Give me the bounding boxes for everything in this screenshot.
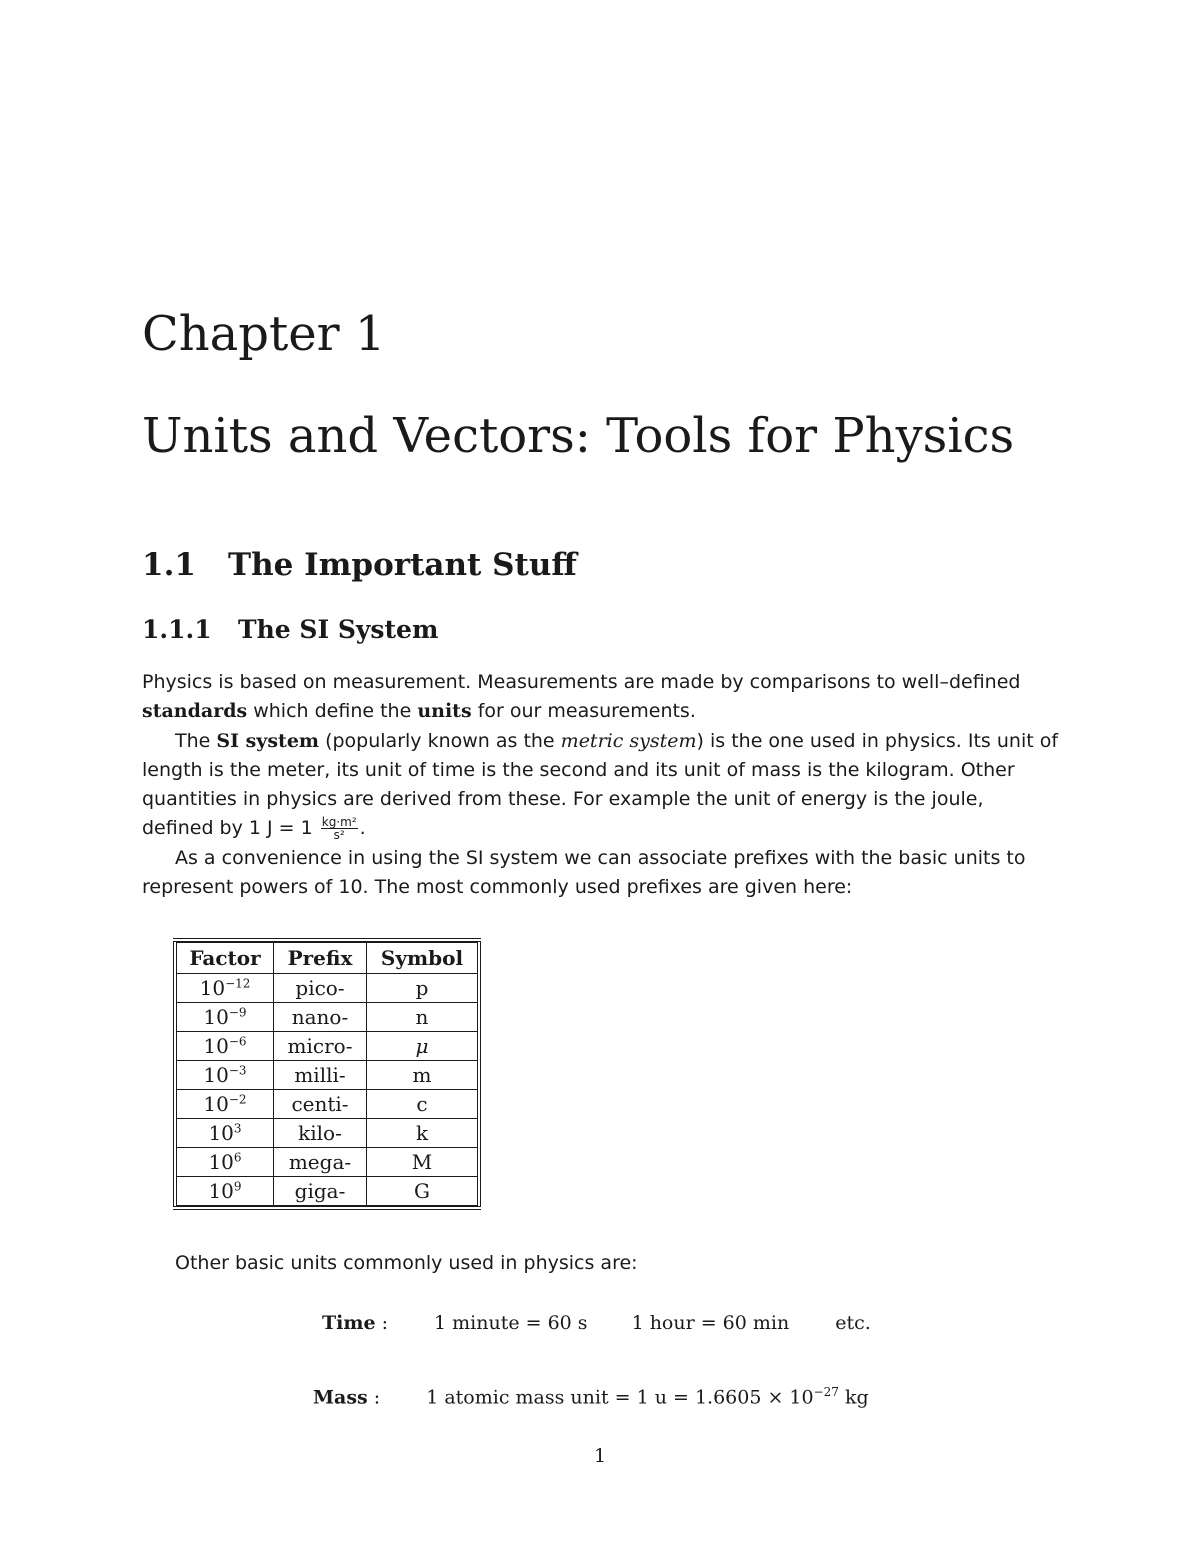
factor-cell: $10^{-2}$ bbox=[175, 1090, 274, 1119]
section-heading bbox=[142, 546, 577, 584]
prefix-cell: micro- bbox=[274, 1032, 367, 1061]
text-run: (popularly known as the bbox=[319, 730, 561, 752]
prefix-cell: pico- bbox=[274, 974, 367, 1003]
factor-cell: $10^{-9}$ bbox=[175, 1003, 274, 1032]
factor-cell: $10^{-12}$ bbox=[175, 974, 274, 1003]
text-run: Physics is based on measurement. Measurements are made by comparisons to well–defined bbox=[142, 671, 1021, 693]
symbol-cell: G bbox=[367, 1177, 480, 1206]
mass-item-amu: 1 atomic mass unit = 1 u = 1.6605 × 10 bbox=[426, 1386, 814, 1409]
text-run: . bbox=[359, 817, 366, 839]
chapter-title: Units and Vectors: Tools for Physics bbox=[142, 408, 1015, 464]
subsection-title: The SI System bbox=[238, 615, 439, 644]
italic-term: metric system bbox=[560, 730, 697, 752]
prefix-cell: nano- bbox=[274, 1003, 367, 1032]
factor-cell: $10^{-6}$ bbox=[175, 1032, 274, 1061]
table-row bbox=[175, 1003, 479, 1032]
fraction-denominator: s² bbox=[333, 828, 345, 842]
mass-unit: kg bbox=[838, 1386, 869, 1409]
text-run: As a convenience in using the SI system we can associate prefixes with the basic units to represent powers of 10. The most commonly used prefixes are given here: bbox=[142, 847, 1026, 898]
subsection-heading bbox=[142, 614, 438, 646]
header-factor: Factor bbox=[175, 943, 274, 974]
mass-exponent: −27 bbox=[813, 1385, 839, 1399]
chapter-label: Chapter 1 bbox=[142, 306, 386, 362]
text-run: ) is the one used in physics. Its unit of length is the meter, its unit of time is the second and its unit of mass is the kilogram. Other quantities in physics are derived from these. For example the unit of energy is the joule, defined by 1 J = 1 bbox=[142, 730, 1059, 839]
prefix-table bbox=[173, 938, 481, 1210]
table-header-row bbox=[175, 943, 479, 974]
time-units-line bbox=[322, 1309, 871, 1338]
subsection-number: 1.1.1 bbox=[142, 615, 212, 644]
symbol-cell: M bbox=[367, 1148, 480, 1177]
factor-cell: $10^3$ bbox=[175, 1119, 274, 1148]
prefix-cell: centi- bbox=[274, 1090, 367, 1119]
time-item-minute: 1 minute = 60 s bbox=[434, 1312, 588, 1334]
bold-term: standards bbox=[142, 700, 248, 722]
symbol-cell: p bbox=[367, 974, 480, 1003]
table-row bbox=[175, 1119, 479, 1148]
table-row bbox=[175, 974, 479, 1003]
time-item-hour: 1 hour = 60 min bbox=[631, 1312, 790, 1334]
joule-fraction bbox=[321, 816, 358, 841]
page-number: 1 bbox=[593, 1445, 607, 1467]
label-colon: : bbox=[375, 1312, 389, 1334]
time-label: Time bbox=[322, 1312, 376, 1334]
table-row bbox=[175, 1032, 479, 1061]
text-run: The bbox=[175, 730, 217, 752]
factor-cell: $10^6$ bbox=[175, 1148, 274, 1177]
time-item-etc: etc. bbox=[835, 1312, 871, 1334]
header-symbol: Symbol bbox=[367, 943, 480, 974]
section-number: 1.1 bbox=[142, 547, 196, 583]
symbol-cell: k bbox=[367, 1119, 480, 1148]
symbol-cell: m bbox=[367, 1061, 480, 1090]
factor-cell: $10^{-3}$ bbox=[175, 1061, 274, 1090]
prefix-cell: mega- bbox=[274, 1148, 367, 1177]
mass-label: Mass bbox=[313, 1386, 368, 1409]
fraction-numerator: kg·m² bbox=[321, 815, 357, 829]
mass-units-line bbox=[313, 1378, 869, 1412]
text-run: for our measurements. bbox=[471, 700, 696, 722]
symbol-cell: n bbox=[367, 1003, 480, 1032]
label-colon: : bbox=[367, 1386, 381, 1409]
table-row bbox=[175, 1061, 479, 1090]
paragraph-2 bbox=[142, 727, 1060, 843]
bold-term: units bbox=[417, 700, 472, 722]
bold-term: SI system bbox=[216, 730, 320, 752]
prefix-cell: giga- bbox=[274, 1177, 367, 1206]
header-prefix: Prefix bbox=[274, 943, 367, 974]
section-title: The Important Stuff bbox=[228, 547, 577, 583]
prefix-cell: milli- bbox=[274, 1061, 367, 1090]
table-row bbox=[175, 1090, 479, 1119]
symbol-cell: μ bbox=[367, 1032, 480, 1061]
paragraph-1 bbox=[142, 668, 1060, 726]
prefix-cell: kilo- bbox=[274, 1119, 367, 1148]
symbol-cell: c bbox=[367, 1090, 480, 1119]
paragraph-3 bbox=[142, 844, 1060, 902]
text-run: which define the bbox=[247, 700, 418, 722]
other-units-intro: Other basic units commonly used in physics are: bbox=[175, 1252, 638, 1274]
table-row bbox=[175, 1148, 479, 1177]
factor-cell: $10^9$ bbox=[175, 1177, 274, 1206]
table-row bbox=[175, 1177, 479, 1206]
